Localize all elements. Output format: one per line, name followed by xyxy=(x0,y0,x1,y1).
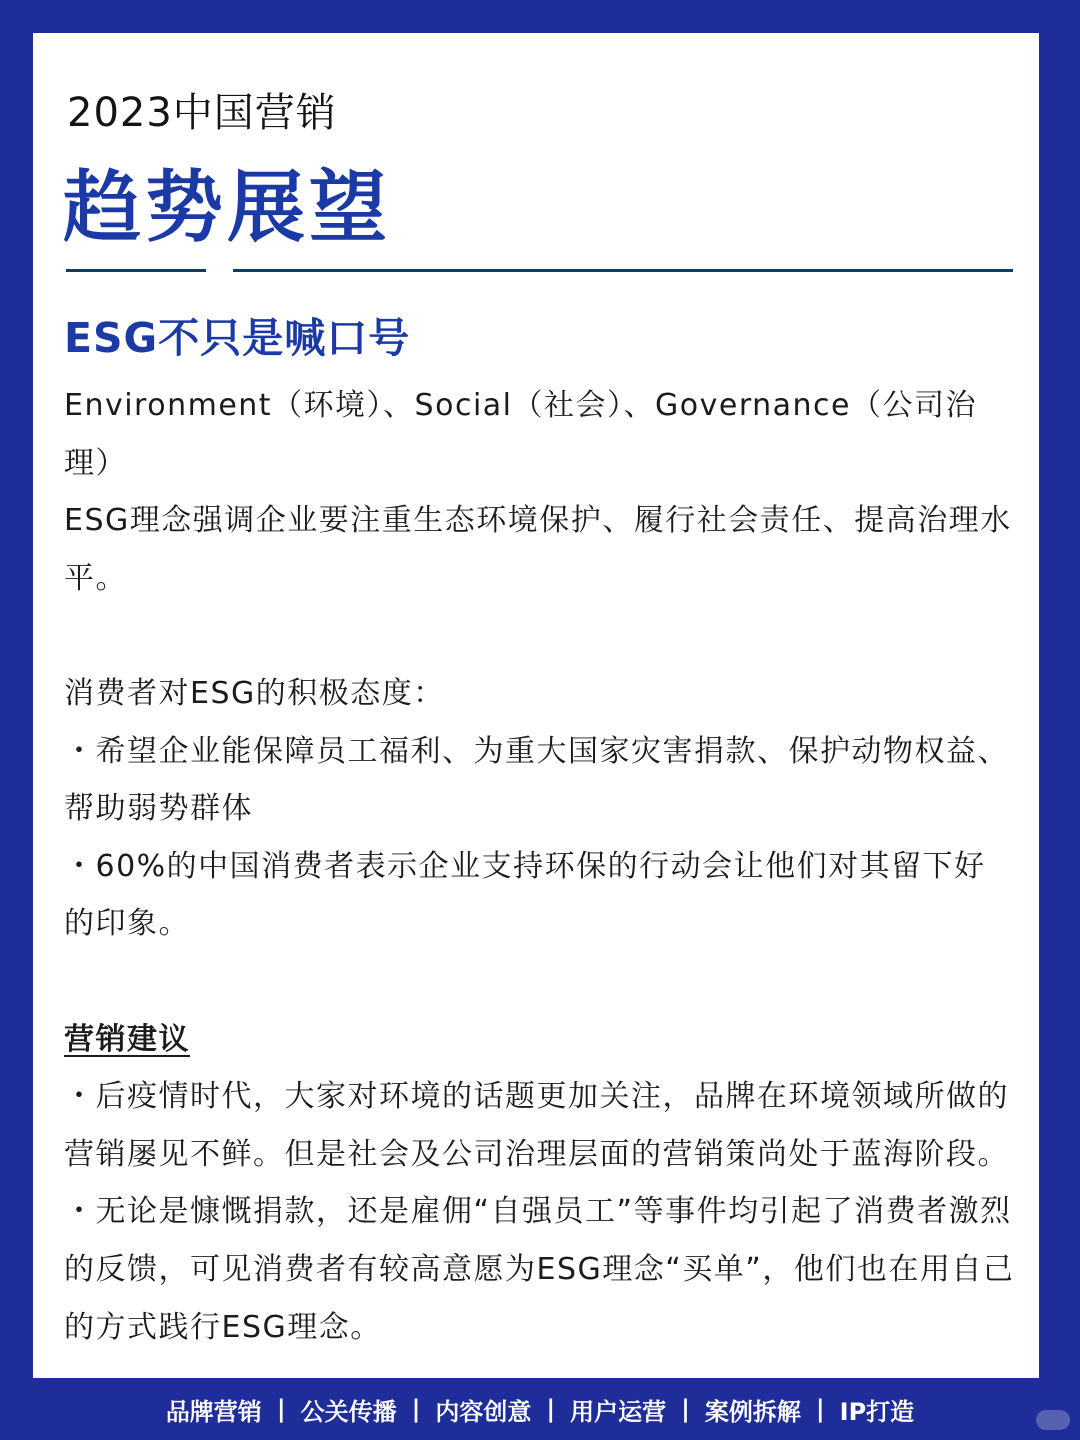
footer-separator: | xyxy=(681,1395,690,1423)
footer-separator: | xyxy=(276,1395,286,1423)
footer-tags xyxy=(0,1378,1080,1440)
footer-separator: | xyxy=(411,1395,421,1423)
body-text xyxy=(64,377,1016,1356)
section-heading: ESG不只是喊口号 xyxy=(64,314,411,362)
footer-tag-pr: 公关传播 xyxy=(300,1397,397,1426)
intro-text: ESG理念强调企业要注重生态环境保护、履行社会责任、提高治理水平。 xyxy=(64,503,1012,596)
footer-tag-content: 内容创意 xyxy=(435,1397,532,1426)
watermark-icon xyxy=(1036,1410,1070,1430)
page-title: 趋势展望 xyxy=(63,163,392,253)
consumer-heading: 消费者对ESG的积极态度： xyxy=(64,675,445,711)
footer-tag-cases: 案例拆解 xyxy=(704,1397,801,1426)
content-card xyxy=(33,33,1039,1378)
consumer-point: ・希望企业能保障员工福利、为重大国家灾害捐款、保护动物权益、帮助弱势群体 xyxy=(64,733,1009,827)
footer-tag-users: 用户运营 xyxy=(570,1397,667,1426)
paragraph-gap xyxy=(64,953,1016,1011)
divider-right xyxy=(233,269,1013,272)
footer-separator: | xyxy=(815,1395,825,1423)
footer-tag-ip: IP打造 xyxy=(839,1397,915,1426)
footer-separator: | xyxy=(546,1395,556,1423)
advice-point: ・后疫情时代，大家对环境的话题更加关注，品牌在环境领域所做的营销屡见不鲜。但是社会及公司治理层面的营销策尚处于蓝海阶段。 xyxy=(64,1079,1009,1172)
intro-line: Environment（环境）、Social（社会）、Governance（公司治理） xyxy=(64,388,977,481)
consumer-point: ・60%的中国消费者表示企业支持环保的行动会让他们对其留下好的印象。 xyxy=(64,848,986,942)
header-subtitle: 2023中国营销 xyxy=(67,90,337,136)
advice-heading: 营销建议 xyxy=(64,1021,190,1057)
paragraph-gap xyxy=(64,607,1016,665)
divider-left xyxy=(66,269,206,272)
footer-tag-brand: 品牌营销 xyxy=(165,1397,262,1426)
advice-point: ・无论是慷慨捐款，还是雇佣“自强员工”等事件均引起了消费者激烈的反馈，可见消费者有较高意愿为ESG理念“买单”，他们也在用自己的方式践行ESG理念。 xyxy=(64,1194,1015,1345)
